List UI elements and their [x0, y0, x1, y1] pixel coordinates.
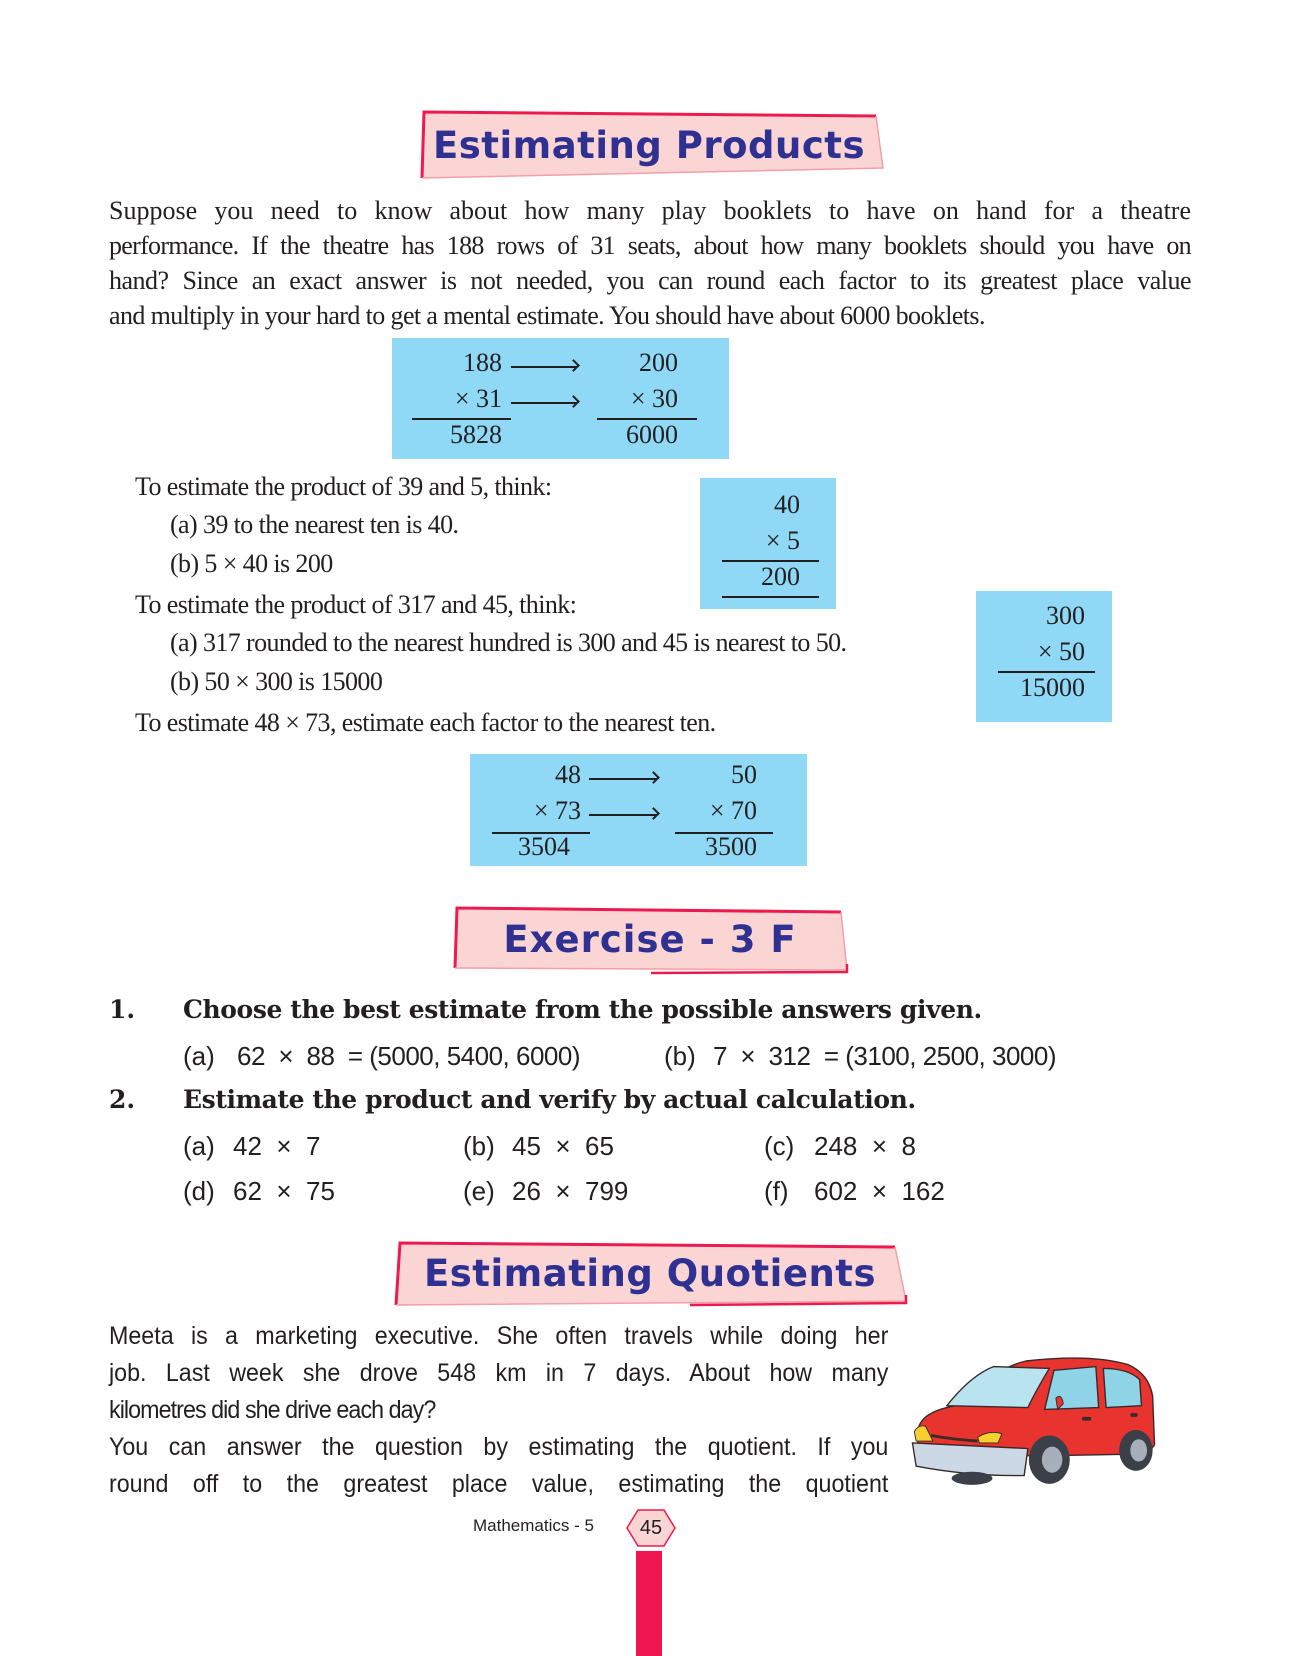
estimation-box-48x73 — [470, 754, 807, 866]
question-2a-label: (a) — [183, 1131, 215, 1161]
estimation-box-188x31 — [392, 338, 729, 459]
red-car-illustration — [905, 1340, 1175, 1490]
factor-top-left: 188 — [463, 348, 502, 377]
product-right: 3500 — [705, 832, 757, 861]
factor-top: 40 — [774, 490, 800, 519]
example3-intro: To estimate 48 × 73, estimate each factor to the nearest ten. — [135, 708, 716, 737]
arrow-right-icon — [511, 402, 577, 404]
question-1b-label: (b) — [664, 1041, 696, 1071]
example1-intro: To estimate the product of 39 and 5, think: — [135, 472, 552, 501]
section-title-text: Estimating Products — [432, 123, 866, 167]
question-2b-expr: 45 × 65 — [512, 1131, 614, 1161]
quotient-line: round off to the greatest place value, estimating the quotient — [109, 1470, 889, 1498]
arrow-right-icon — [511, 366, 577, 368]
question-2-text: Estimate the product and verify by actual calculation. — [183, 1085, 916, 1114]
question-2c-label: (c) — [764, 1131, 795, 1161]
footer-book-title: Mathematics - 5 — [473, 1516, 594, 1535]
question-1-text: Choose the best estimate from the possible answers given. — [183, 995, 982, 1024]
example2-step-b: (b) 50 × 300 is 15000 — [170, 667, 383, 696]
quotient-line: You can answer the question by estimating the quotient. If you — [109, 1433, 889, 1461]
question-2c-expr: 248 × 8 — [814, 1131, 916, 1161]
section-title-estimating-quotients — [390, 1237, 910, 1309]
question-2d-expr: 62 × 75 — [233, 1176, 335, 1206]
question-2f-label: (f) — [764, 1176, 789, 1206]
question-2e-label: (e) — [463, 1176, 495, 1206]
example2-intro: To estimate the product of 317 and 45, think: — [135, 590, 577, 619]
question-1-number: 1. — [109, 995, 136, 1024]
question-2d-label: (d) — [183, 1176, 215, 1206]
section-title-estimating-products — [414, 108, 884, 182]
estimation-box-300x50 — [976, 591, 1112, 722]
intro-paragraph — [109, 193, 1191, 333]
question-1a-expr: 62 × 88 = (5000, 5400, 6000) — [237, 1041, 581, 1071]
question-2-number: 2. — [109, 1085, 136, 1114]
quotient-paragraph — [109, 1318, 888, 1503]
question-1b-expr: 7 × 312 = (3100, 2500, 3000) — [713, 1041, 1057, 1071]
exercise-title-text: Exercise - 3 F — [503, 917, 797, 961]
factor-top-right: 50 — [731, 760, 757, 789]
car-icon — [905, 1340, 1175, 1490]
factor-top-left: 48 — [555, 760, 581, 789]
intro-line: performance. If the theatre has 188 rows of 31 seats, about how many booklets should you have on — [109, 231, 1191, 260]
product: 200 — [761, 562, 800, 591]
intro-line: hand? Since an exact answer is not needed, you can round each factor to its greatest place value — [109, 266, 1191, 295]
product-right: 6000 — [626, 420, 678, 449]
question-2e-expr: 26 × 799 — [512, 1176, 629, 1206]
factor-mult-left: × 73 — [533, 796, 581, 825]
intro-line: and multiply in your hard to get a mental estimate. You should have about 6000 booklets. — [109, 301, 985, 330]
factor-mult-left: × 31 — [454, 384, 502, 413]
page-number-badge — [625, 1508, 677, 1548]
quotient-line: Meeta is a marketing executive. She often travels while doing her — [109, 1322, 889, 1350]
factor-mult-right: × 30 — [630, 384, 678, 413]
quotient-line: kilometres did she drive each day? — [109, 1396, 436, 1424]
estimation-box-40x5 — [700, 478, 836, 609]
example1-step-a: (a) 39 to the nearest ten is 40. — [170, 510, 459, 539]
page-edge-bar — [636, 1551, 662, 1656]
factor-mult: × 5 — [765, 526, 800, 555]
factor-mult: × 50 — [1037, 637, 1085, 666]
question-1a-label: (a) — [183, 1041, 215, 1071]
page-number: 45 — [639, 1516, 663, 1539]
question-2a-expr: 42 × 7 — [233, 1131, 321, 1161]
example2-step-a: (a) 317 rounded to the nearest hundred is 300 and 45 is nearest to 50. — [170, 628, 847, 657]
intro-line: Suppose you need to know about how many play booklets to have on hand for a theatre — [109, 196, 1191, 225]
arrow-right-icon — [589, 814, 657, 816]
section-title-text: Estimating Quotients — [424, 1251, 876, 1295]
product: 15000 — [1020, 673, 1085, 702]
quotient-line: job. Last week she drove 548 km in 7 days. About how many — [109, 1359, 889, 1387]
factor-mult-right: × 70 — [709, 796, 757, 825]
question-2f-expr: 602 × 162 — [814, 1176, 945, 1206]
product-left: 3504 — [518, 832, 570, 861]
factor-top-right: 200 — [639, 348, 678, 377]
product-left: 5828 — [450, 420, 502, 449]
factor-top: 300 — [1046, 601, 1085, 630]
arrow-right-icon — [589, 778, 657, 780]
product-underline — [722, 596, 819, 598]
question-2b-label: (b) — [463, 1131, 495, 1161]
example1-step-b: (b) 5 × 40 is 200 — [170, 549, 333, 578]
exercise-title — [451, 902, 849, 976]
